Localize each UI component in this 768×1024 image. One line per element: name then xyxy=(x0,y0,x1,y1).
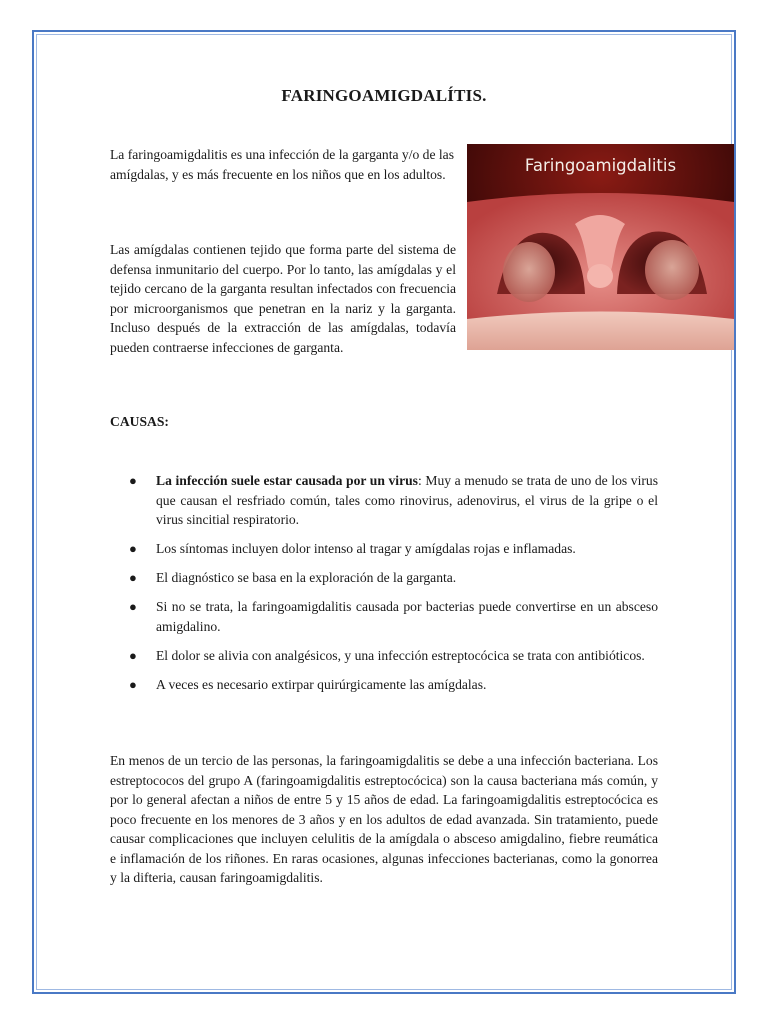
intro-paragraph: Las amígdalas contienen tejido que forma parte del sistema de defensa inmunitario del cuerpo. Por lo tanto, las amígdalas y el tejido cercano de la garganta resultan infectados con frecuencia por microorganismos que penetran en la nariz y la garganta. Incluso después de la extracción de las amígdalas, todavía pueden contraerse infecciones de garganta. xyxy=(110,242,456,355)
list-item xyxy=(110,675,658,695)
bullet-text: Los síntomas incluyen dolor intenso al tragar y amígdalas rojas e inflamadas. xyxy=(156,541,576,556)
list-item xyxy=(110,539,658,559)
list-item xyxy=(110,597,658,636)
image-caption: Faringoamigdalitis xyxy=(524,156,677,175)
list-item xyxy=(110,568,658,588)
bullet-text: : Muy a menudo se trata de uno de los virus que causan el resfriado común, tales como rinovirus, adenovirus, el virus de la gripe o el virus sincitial respiratorio. xyxy=(156,473,658,527)
throat-photo xyxy=(467,144,734,350)
intro-paragraph: La faringoamigdalitis es una infección de la garganta y/o de las amígdalas, y es más frecuente en los niños que en los adultos. xyxy=(110,147,454,182)
bullet-text: A veces es necesario extirpar quirúrgicamente las amígdalas. xyxy=(156,676,487,692)
causes-list xyxy=(110,471,658,704)
bullet-icon: ● xyxy=(129,676,137,692)
page-title: FARINGOAMIGDALÍTIS. xyxy=(281,86,487,105)
bullet-icon: ● xyxy=(129,570,137,585)
list-item xyxy=(110,646,658,666)
closing-paragraph: En menos de un tercio de las personas, la faringoamigdalitis se debe a una infección bacteriana. Los estreptococos del grupo A (faringoamigdalitis estreptocócica) son la causa bacteriana más común, y por lo general afectan a niños de entre 5 y 15 años de edad. La faringoamigdalitis estreptocócica es poco frecuente en los menores de 3 años y en los adultos de edad avanzada. Sin tratamiento, puede causar complicaciones que incluyen celulitis de la amígdala o absceso amigdalino, fiebre reumática e inflamación de los riñones. En raras ocasiones, algunas infecciones bacterianas, como la gonorrea y la difteria, causan faringoamigdalitis. xyxy=(110,753,658,885)
bullet-text: El diagnóstico se basa en la exploración de la garganta. xyxy=(156,570,457,585)
bullet-icon: ● xyxy=(129,473,137,488)
bullet-icon: ● xyxy=(129,599,137,614)
causes-heading: CAUSAS: xyxy=(110,414,169,429)
bullet-text: Si no se trata, la faringoamigdalitis causada por bacterias puede convertirse en un absceso amigdalino. xyxy=(156,599,658,634)
list-item xyxy=(110,471,658,530)
bullet-bold-text: La infección suele estar causada por un virus xyxy=(156,473,418,488)
bullet-icon: ● xyxy=(129,647,137,663)
bullet-icon: ● xyxy=(129,541,137,556)
bullet-text: El dolor se alivia con analgésicos, y una infección estreptocócica se trata con antibióticos. xyxy=(156,647,645,663)
